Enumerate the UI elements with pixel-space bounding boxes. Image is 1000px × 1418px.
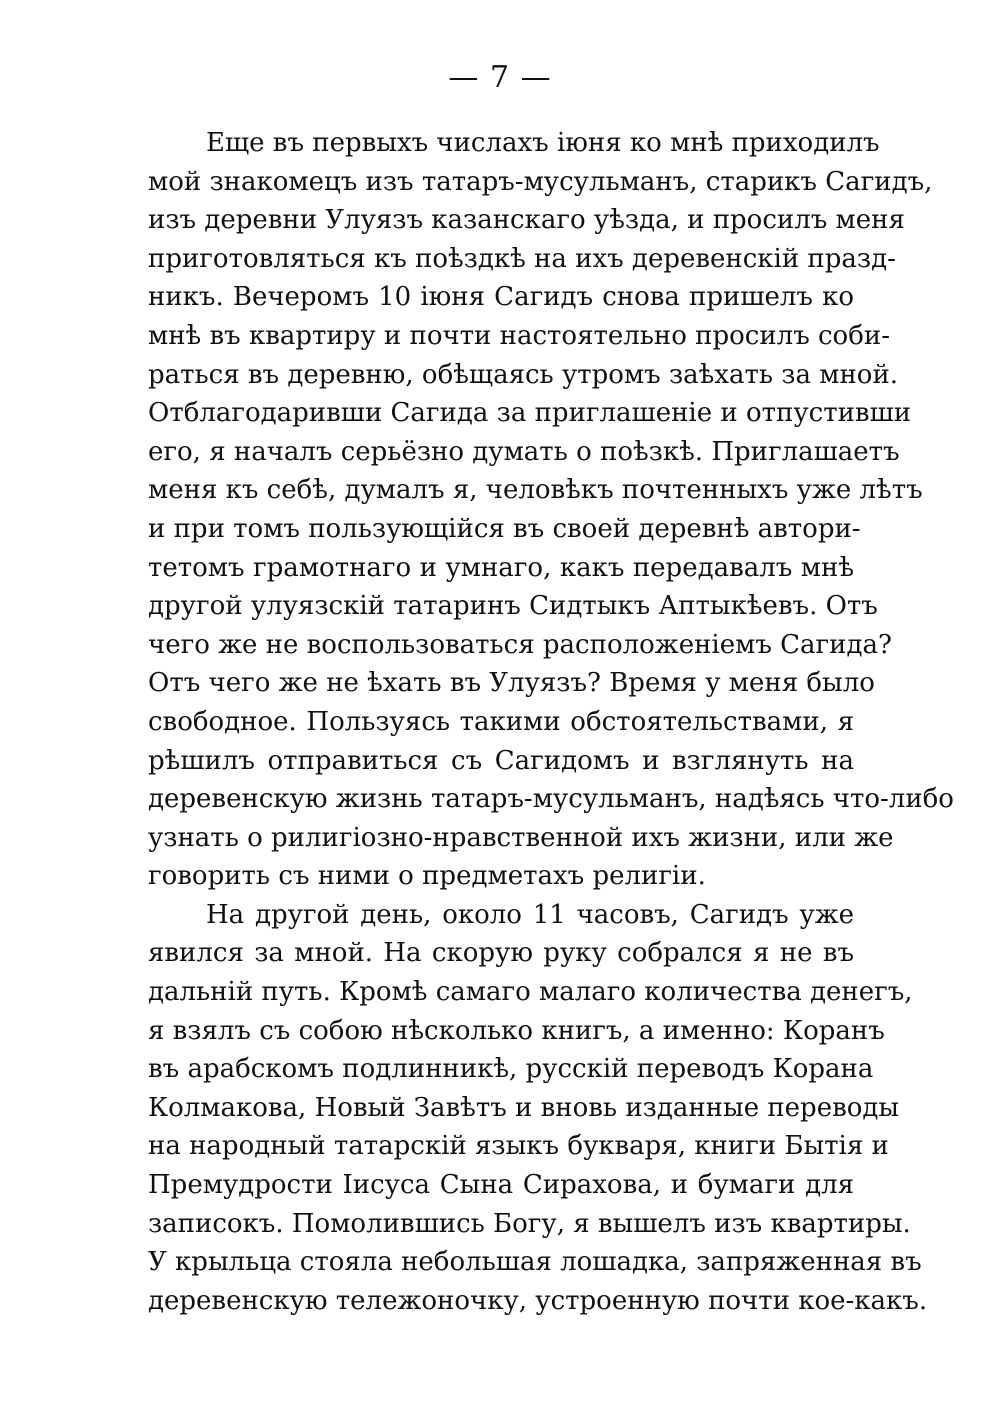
text-line: изъ деревни Улуязъ казанскаго уѣзда, и просилъ меня: [148, 205, 905, 236]
text-line: записокъ. Помолившись Богу, я вышелъ изъ квартиры.: [148, 1208, 911, 1239]
text-line: деревенскую жизнь татаръ-мусульманъ, надѣясь что-либо: [148, 784, 954, 815]
text-line: мой знакомецъ изъ татаръ-мусульманъ, старикъ Сагидъ,: [148, 166, 933, 197]
text-line: раться въ деревню, обѣщаясь утромъ заѣхать за мной.: [148, 359, 899, 390]
text-line: и при томъ пользующійся въ своей деревнѣ автори-: [148, 513, 861, 544]
text-line: дальній путь. Кромѣ самаго малаго количества денегъ,: [148, 977, 913, 1008]
text-line: другой улуязскій татаринъ Сидтыкъ Аптыкѣевъ. Отъ: [148, 591, 878, 622]
text-line: узнать о рилигіозно-нравственной ихъ жизни, или же: [148, 822, 894, 853]
text-line: тетомъ грамотнаго и умнаго, какъ передавалъ мнѣ: [148, 552, 854, 583]
text-line: чего же не воспользоваться расположеніемъ Сагида?: [148, 629, 892, 660]
paragraph-1: [148, 124, 954, 896]
text-line: Отъ чего же не ѣхать въ Улуязъ? Время у меня было: [148, 668, 875, 699]
text-line: никъ. Вечеромъ 10 іюня Сагидъ снова пришелъ ко: [148, 282, 854, 313]
text-line: Отблагодаривши Сагида за приглашеніе и отпустивши: [148, 398, 912, 429]
text-line: У крыльца стояла небольшая лошадка, запряженная въ: [148, 1247, 922, 1278]
text-line: я взялъ съ собою нѣсколько книгъ, а именно: Коранъ: [148, 1015, 885, 1046]
text-line: Еще въ первыхъ числахъ іюня ко мнѣ приходилъ: [206, 128, 880, 158]
body-text: [148, 124, 954, 1320]
text-line: рѣшилъ отправиться съ Сагидомъ и взглянуть на: [148, 745, 854, 776]
text-line: явился за мной. На скорую руку собрался я не въ: [148, 938, 854, 969]
text-line: Колмакова, Новый Завѣтъ и вновь изданные переводы: [148, 1092, 900, 1123]
text-line: мнѣ въ квартиру и почти настоятельно просилъ соби-: [148, 320, 890, 351]
text-line: приготовляться къ поѣздкѣ на ихъ деревенскій празд-: [148, 243, 896, 274]
paragraph-2: [148, 896, 928, 1321]
text-line: свободное. Пользуясь такими обстоятельствами, я: [148, 706, 854, 737]
text-line: деревенскую тележоночку, устроенную почти кое-какъ.: [148, 1285, 928, 1316]
text-line: въ арабскомъ подлинникѣ, русскій переводъ Корана: [148, 1054, 874, 1085]
text-line: на народный татарскій языкъ букваря, книги Бытія и: [148, 1131, 889, 1162]
text-line: говорить съ ними о предметахъ религіи.: [148, 861, 706, 892]
text-line: На другой день, около 11 часовъ, Сагидъ уже: [206, 899, 854, 930]
page-number: — 7 —: [448, 60, 552, 95]
text-line: его, я началъ серьёзно думать о поѣзкѣ. Приглашаетъ: [148, 436, 900, 467]
text-line: Премудрости Іисуса Сына Сирахова, и бумаги для: [148, 1170, 854, 1201]
text-line: меня къ себѣ, думалъ я, человѣкъ почтенныхъ уже лѣтъ: [148, 475, 923, 506]
